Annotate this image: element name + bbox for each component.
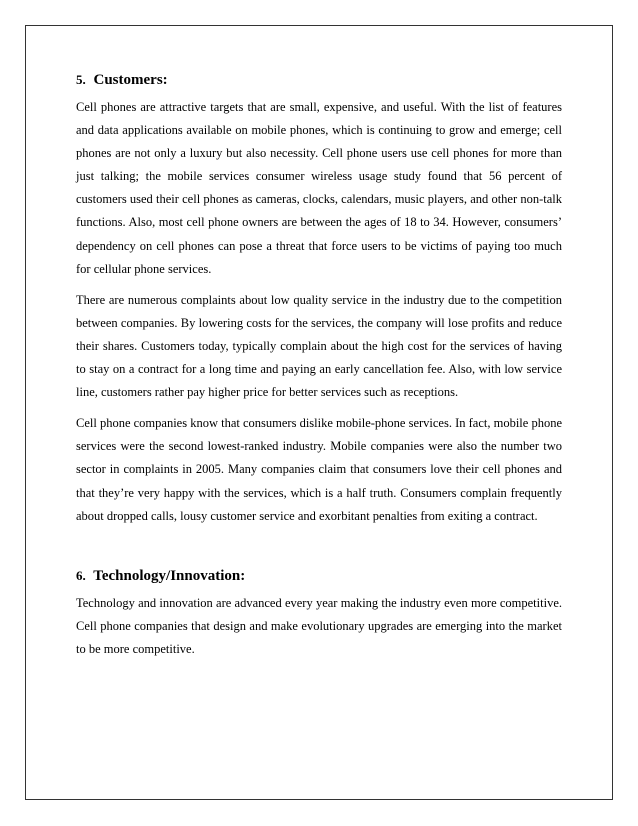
section-title: Customers:	[93, 72, 168, 88]
section-heading	[76, 566, 562, 586]
section-number: 5.	[76, 72, 86, 87]
section-customers	[76, 70, 562, 528]
section-number: 6.	[76, 567, 86, 583]
paragraph: Technology and innovation are advanced every year making the industry even more competitive. Cell phone companies that design and make evolutionary upgrades are emerging into the market to be more competitive.	[76, 595, 562, 656]
document-body	[76, 70, 562, 661]
section-title: Technology/Innovation:	[93, 567, 246, 584]
paragraph: There are numerous complaints about low quality service in the industry due to the competition between companies. By lowering costs for the services, the company will lose profits and reduce their shares. Customers today, typically complain about the high cost for the services of having to stay on a contract for a long time and paying an early cancellation fee. Also, with low service line, customers rather pay higher price for better services such as receptions.	[76, 292, 562, 400]
paragraph: Cell phones are attractive targets that are small, expensive, and useful. With the list of features and data applications available on mobile phones, which is continuing to grow and emerge; cell phones are not only a luxury but also necessity. Cell phone users use cell phones for more than just talking; the mobile services consumer wireless usage study found that 56 percent of customers used their cell phones as cameras, clocks, calendars, music players, and other non-talk functions. Also, most cell phone owners are between the ages of 18 to 34. However, consumers’ dependency on cell phones can pose a threat that force users to be victims of paying too much for cellular phone services.	[76, 100, 562, 276]
paragraph: Cell phone companies know that consumers dislike mobile-phone services. In fact, mobile phone services were the second lowest-ranked industry. Mobile companies were also the number two sector in complaints in 2005. Many companies claim that consumers love their cell phones and that they’re very happy with the services, which is a half truth. Consumers complain frequently about dropped calls, lousy customer service and exorbitant penalties from exiting a contract.	[76, 416, 562, 523]
section-technology-innovation	[76, 566, 562, 661]
section-heading	[76, 70, 562, 90]
